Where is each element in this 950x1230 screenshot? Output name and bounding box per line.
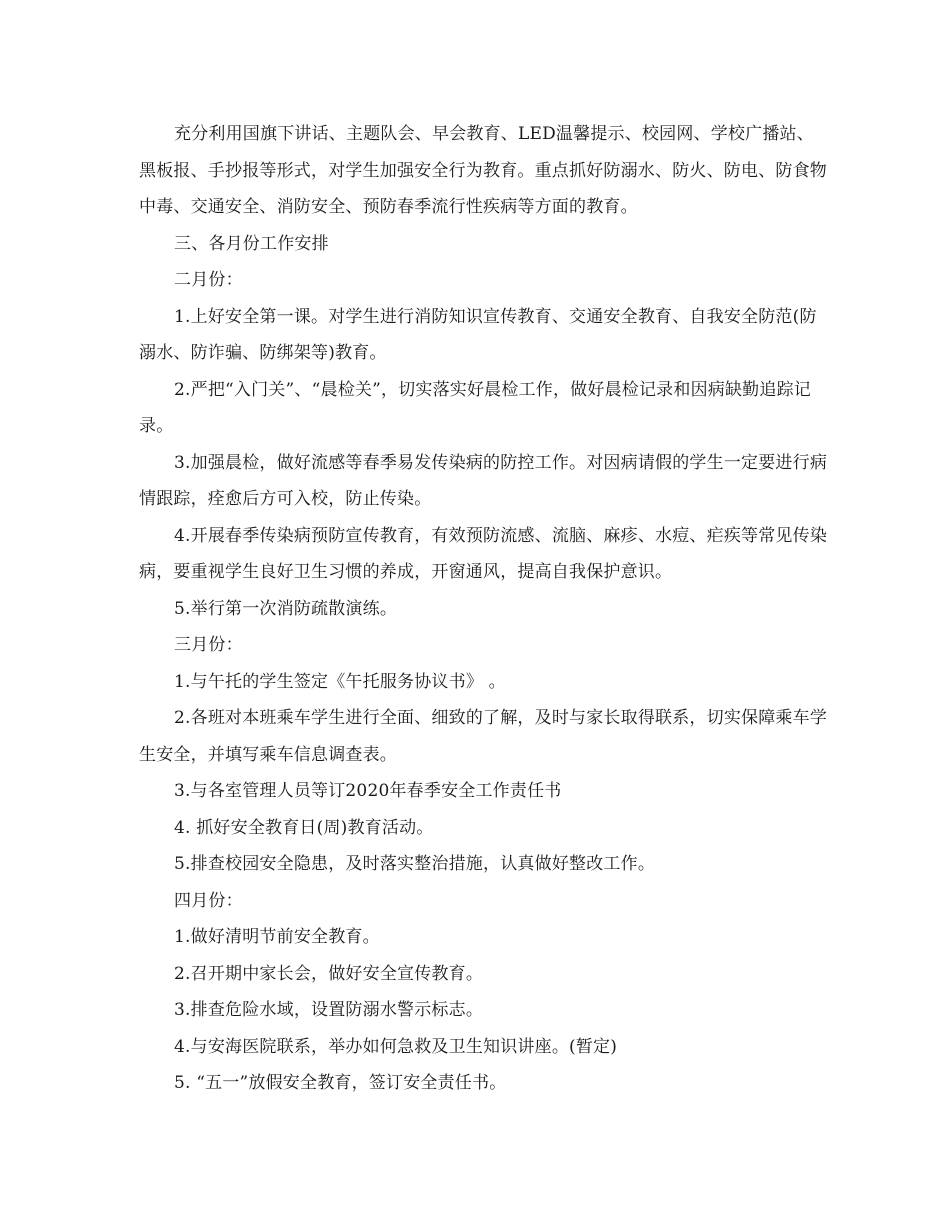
list-item-feb-4: 4.开展春季传染病预防宣传教育，有效预防流感、流脑、麻疹、水痘、疟疾等常见传染病，要重视学生良好卫生习惯的养成，开窗通风，提高自我保护意识。 xyxy=(139,525,828,582)
month-heading-february: 二月份： xyxy=(174,270,243,290)
list-item-apr-2: 2.召开期中家长会，做好安全宣传教育。 xyxy=(174,963,484,984)
section-heading-monthly-schedule: 三、各月份工作安排 xyxy=(174,233,329,254)
list-item-apr-3: 3.排查危险水域，设置防溺水警示标志。 xyxy=(174,1000,484,1020)
list-item-mar-4: 4. 抓好安全教育日(周)教育活动。 xyxy=(174,817,434,838)
list-item-apr-5: 5. “五一”放假安全教育，签订安全责任书。 xyxy=(174,1073,507,1093)
list-item-mar-1: 1.与午托的学生签定《午托服务协议书》 。 xyxy=(174,671,506,692)
list-item-mar-3: 3.与各室管理人员等订2020年春季安全工作责任书 xyxy=(174,781,562,801)
list-item-feb-3: 3.加强晨检，做好流感等春季易发传染病的防控工作。对因病请假的学生一定要进行病情跟踪，痊愈后方可入校，防止传染。 xyxy=(139,452,828,509)
list-item-apr-4: 4.与安海医院联系，举办如何急救及卫生知识讲座。(暂定) xyxy=(174,1036,618,1057)
list-item-feb-2: 2.严把“入门关”、“晨检关”，切实落实好晨检工作，做好晨检记录和因病缺勤追踪记录。 xyxy=(139,379,811,436)
month-heading-march: 三月份： xyxy=(174,635,243,655)
paragraph-intro: 充分利用国旗下讲话、主题队会、早会教育、LED温馨提示、校园网、学校广播站、黑板报、手抄报等形式，对学生加强安全行为教育。重点抓好防溺水、防火、防电、防食物中毒、交通安全、消防安全、预防春季流行性疾病等方面的教育。 xyxy=(139,124,827,217)
list-item-mar-2: 2.各班对本班乘车学生进行全面、细致的了解，及时与家长取得联系，切实保障乘车学生安全，并填写乘车信息调查表。 xyxy=(139,708,828,765)
document-body xyxy=(139,116,829,1102)
list-item-feb-5: 5.举行第一次消防疏散演练。 xyxy=(174,598,398,619)
month-heading-april: 四月份： xyxy=(174,890,243,911)
list-item-feb-1: 1.上好安全第一课。对学生进行消防知识宣传教育、交通安全教育、自我安全防范(防溺水、防诈骗、防绑架等)教育。 xyxy=(139,306,817,363)
list-item-mar-5: 5.排查校园安全隐患，及时落实整治措施，认真做好整改工作。 xyxy=(174,854,656,874)
list-item-apr-1: 1.做好清明节前安全教育。 xyxy=(174,927,380,947)
